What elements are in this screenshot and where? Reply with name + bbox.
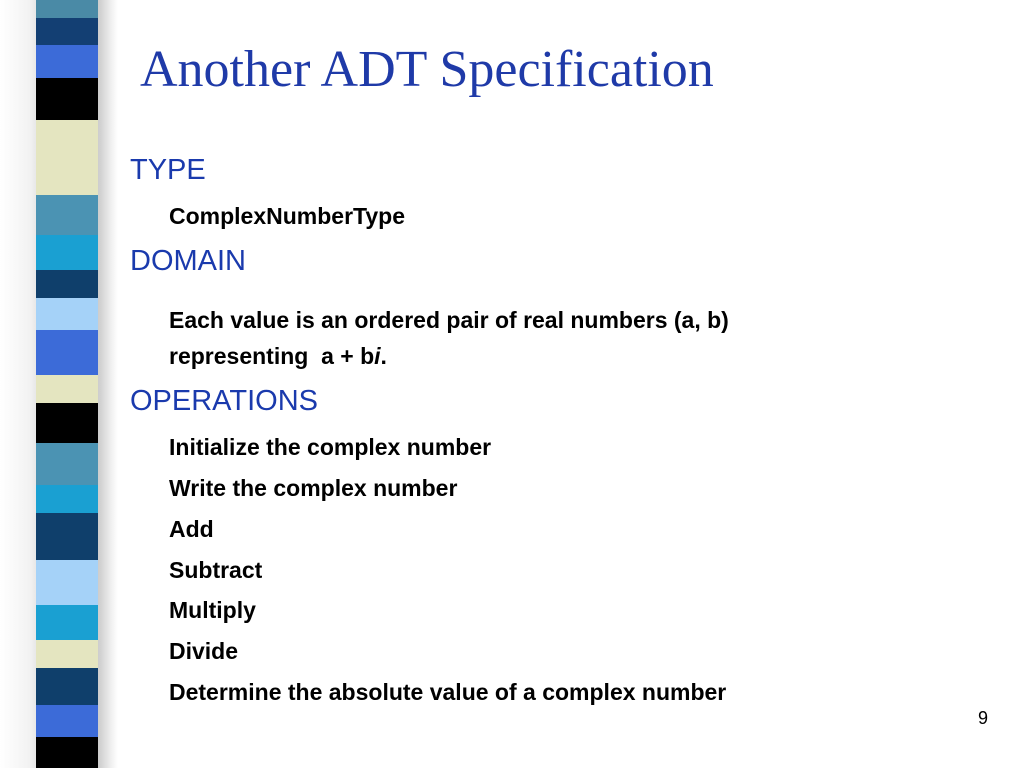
band-block xyxy=(36,513,98,560)
imaginary-unit: i xyxy=(374,343,381,369)
band-block xyxy=(36,78,98,120)
operation-item: Divide xyxy=(169,638,239,664)
operation-item: Initialize the complex number xyxy=(169,434,492,460)
band-block xyxy=(36,195,98,235)
page-number: 9 xyxy=(977,708,988,728)
band-block xyxy=(36,668,98,705)
band-block xyxy=(36,18,98,45)
band-block xyxy=(36,298,98,330)
operation-item: Write the complex number xyxy=(169,475,458,501)
domain-line-2-suffix: . xyxy=(380,343,387,369)
type-heading: TYPE xyxy=(130,154,206,186)
band-block xyxy=(36,0,98,18)
band-block xyxy=(36,150,98,195)
type-name: ComplexNumberType xyxy=(169,203,406,229)
operation-item: Add xyxy=(169,516,214,542)
domain-description xyxy=(169,302,889,374)
operations-heading: OPERATIONS xyxy=(130,385,318,417)
band-block xyxy=(36,45,98,78)
band-block xyxy=(36,737,98,768)
domain-line-2-prefix: representing a + b xyxy=(169,343,375,369)
band-block xyxy=(36,403,98,443)
band-block xyxy=(36,605,98,640)
band-block xyxy=(36,705,98,737)
operation-item: Determine the absolute value of a complex number xyxy=(169,679,727,705)
band-block xyxy=(36,640,98,668)
band-block xyxy=(36,375,98,403)
operation-item: Subtract xyxy=(169,557,263,583)
band-block xyxy=(36,485,98,513)
color-block-strip xyxy=(36,0,98,768)
operation-item: Multiply xyxy=(169,597,256,623)
band-block xyxy=(36,443,98,485)
domain-heading: DOMAIN xyxy=(130,245,246,277)
band-block xyxy=(36,120,98,150)
band-block xyxy=(36,270,98,298)
band-block xyxy=(36,560,98,605)
band-block xyxy=(36,235,98,270)
band-block xyxy=(36,330,98,375)
domain-line-1: Each value is an ordered pair of real numbers (a, b) xyxy=(169,307,729,333)
decorative-side-band xyxy=(0,0,118,768)
slide-title: Another ADT Specification xyxy=(140,41,714,98)
